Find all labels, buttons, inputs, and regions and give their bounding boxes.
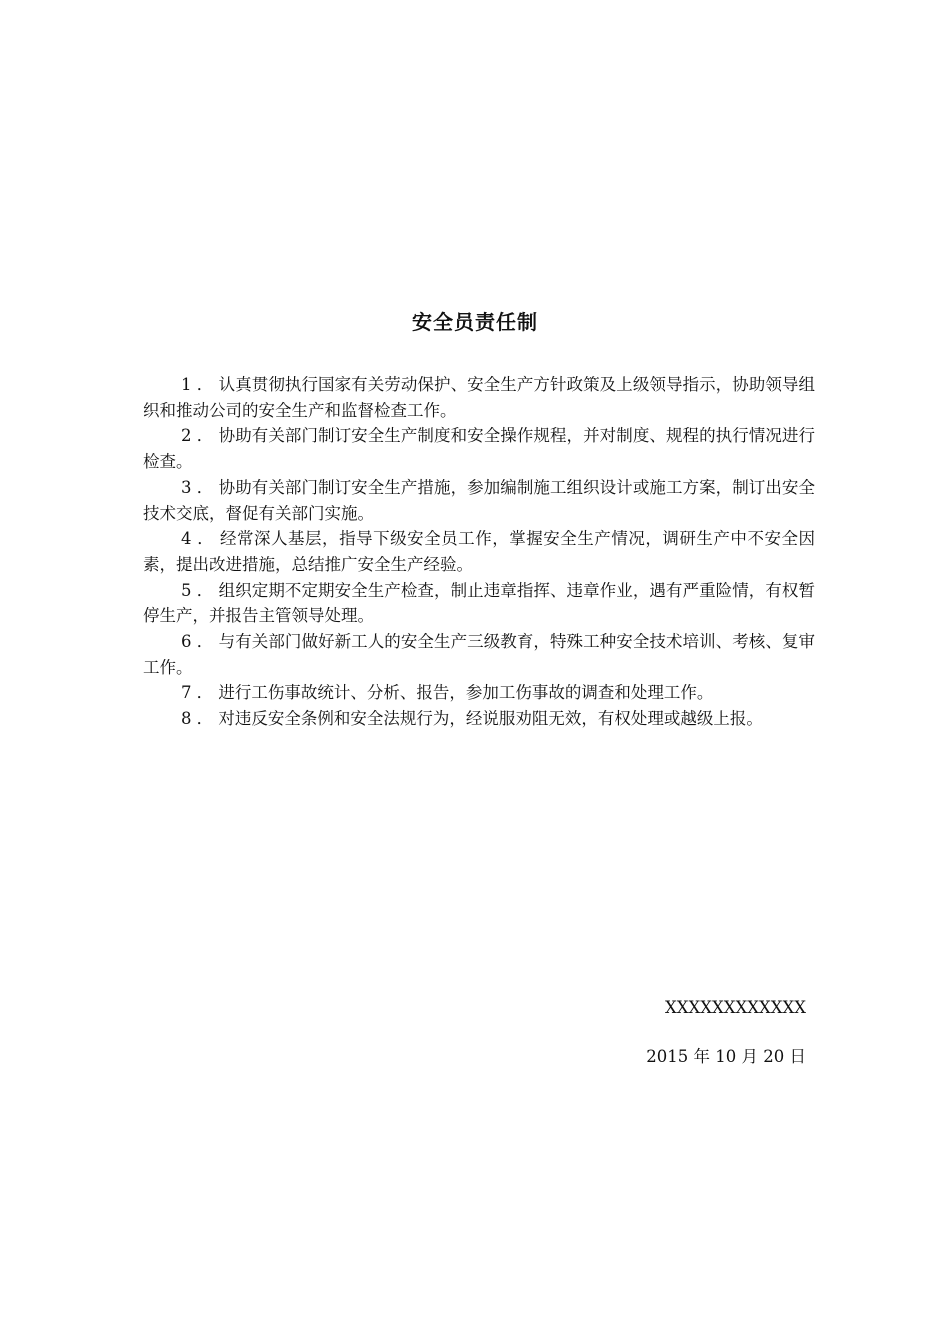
clause-5: 5 ． 组织定期不定期安全生产检查，制止违章指挥、违章作业，遇有严重险情，有权暂停生产，并报告主管领导处理。 <box>143 580 815 626</box>
clause-7: 7 ． 进行工伤事故统计、分析、报告，参加工伤事故的调查和处理工作。 <box>180 683 714 703</box>
clause-2: 2 ． 协助有关部门制订安全生产制度和安全操作规程，并对制度、规程的执行情况进行检查。 <box>143 426 815 472</box>
clause-6: 6 ． 与有关部门做好新工人的安全生产三级教育，特殊工种安全技术培训、考核、复审工作。 <box>143 632 815 677</box>
clause-4: 4 ． 经常深人基层，指导下级安全员工作，掌握安全生产情况，调研生产中不安全因素，提出改进措施，总结推广安全生产经验。 <box>143 529 815 574</box>
clause-1: 1 ． 认真贯彻执行国家有关劳动保护、安全生产方针政策及上级领导指示，协助领导组织和推动公司的安全生产和监督检查工作。 <box>143 375 815 420</box>
clause-8: 8 ． 对违反安全条例和安全法规行为，经说服劝阻无效，有权处理或越级上报。 <box>180 709 763 729</box>
signature: XXXXXXXXXXXX <box>665 998 806 1017</box>
clause-list <box>143 372 815 732</box>
clause-3: 3 ． 协助有关部门制订安全生产措施，参加编制施工组织设计或施工方案，制订出安全技术交底，督促有关部门实施。 <box>143 477 815 523</box>
document-title: 安全员责任制 <box>412 310 538 334</box>
document-date: 2015 年 10 月 20 日 <box>646 1047 806 1066</box>
